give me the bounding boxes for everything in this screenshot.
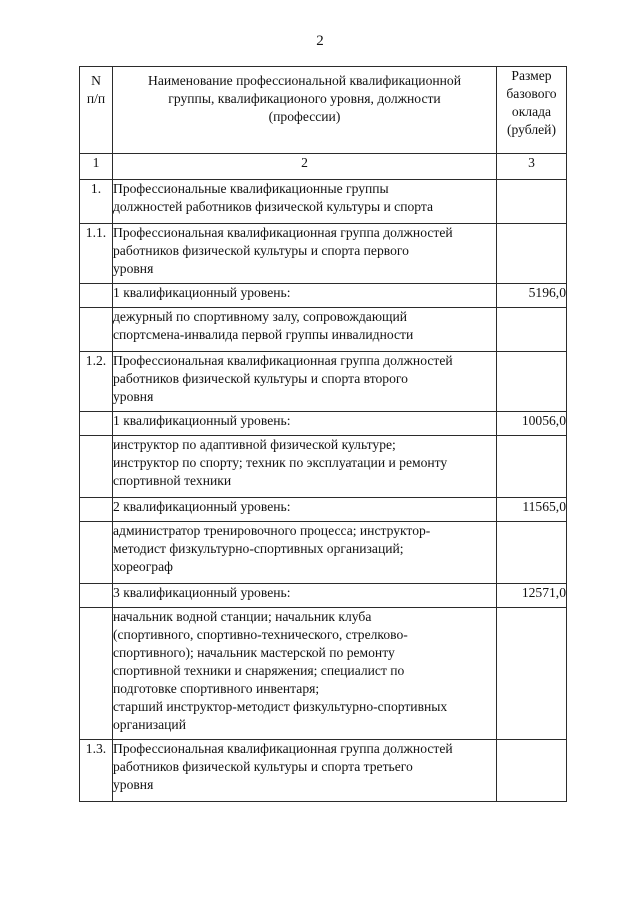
header-salary-cell xyxy=(497,67,567,154)
table-row xyxy=(80,498,567,522)
row-number xyxy=(80,522,113,584)
row-description xyxy=(113,740,497,802)
header-line: (рублей) xyxy=(507,122,556,137)
description-line: работников физической культуры и спорта второго xyxy=(113,371,408,386)
table-row xyxy=(80,284,567,308)
header-line: N xyxy=(91,73,101,88)
description-line: (спортивного, спортивно-технического, стрелково- xyxy=(113,627,408,642)
row-description xyxy=(113,412,497,436)
table-row xyxy=(80,180,567,224)
description-line: уровня xyxy=(113,777,154,792)
column-number: 2 xyxy=(113,154,497,180)
row-number xyxy=(80,608,113,740)
description-line: начальник водной станции; начальник клуба xyxy=(113,609,372,624)
description-line: работников физической культуры и спорта третьего xyxy=(113,759,413,774)
description-line: уровня xyxy=(113,389,154,404)
table-row xyxy=(80,584,567,608)
row-salary xyxy=(497,352,567,412)
description-line: подготовке спортивного инвентаря; xyxy=(113,681,320,696)
row-number: 1.1. xyxy=(80,224,113,284)
column-numbers-row xyxy=(80,154,567,180)
table-body xyxy=(80,180,567,802)
description-line: 1 квалификационный уровень: xyxy=(113,413,291,428)
description-line: спортсмена-инвалида первой группы инвалидности xyxy=(113,327,414,342)
row-salary: 12571,0 xyxy=(497,584,567,608)
table-row xyxy=(80,352,567,412)
row-description xyxy=(113,608,497,740)
table-row xyxy=(80,308,567,352)
row-number xyxy=(80,308,113,352)
row-salary: 11565,0 xyxy=(497,498,567,522)
header-line: (профессии) xyxy=(268,109,341,124)
row-salary xyxy=(497,224,567,284)
row-description xyxy=(113,180,497,224)
description-line: методист физкультурно-спортивных организаций; xyxy=(113,541,404,556)
description-line: уровня xyxy=(113,261,154,276)
description-line: инструктор по адаптивной физической культуре; xyxy=(113,437,396,452)
description-line: спортивного); начальник мастерской по ремонту xyxy=(113,645,395,660)
header-line: базового xyxy=(506,86,557,101)
table-row xyxy=(80,412,567,436)
description-line: Профессиональные квалификационные группы xyxy=(113,181,389,196)
row-number xyxy=(80,436,113,498)
description-line: спортивной техники и снаряжения; специалист по xyxy=(113,663,405,678)
row-salary: 10056,0 xyxy=(497,412,567,436)
row-description xyxy=(113,224,497,284)
table-row xyxy=(80,740,567,802)
header-name-cell xyxy=(113,67,497,154)
row-salary xyxy=(497,608,567,740)
description-line: Профессиональная квалификационная группа должностей xyxy=(113,353,453,368)
row-salary xyxy=(497,436,567,498)
row-salary xyxy=(497,740,567,802)
column-number: 3 xyxy=(497,154,567,180)
row-salary xyxy=(497,180,567,224)
column-number: 1 xyxy=(80,154,113,180)
description-line: дежурный по спортивному залу, сопровождающий xyxy=(113,309,407,324)
row-number xyxy=(80,412,113,436)
row-description xyxy=(113,584,497,608)
row-description xyxy=(113,498,497,522)
description-line: Профессиональная квалификационная группа должностей xyxy=(113,741,453,756)
header-line: Наименование профессиональной квалификационной xyxy=(148,73,461,88)
table-row xyxy=(80,608,567,740)
header-line: Размер xyxy=(511,68,552,83)
header-line: группы, квалификационого уровня, должности xyxy=(168,91,441,106)
header-number-cell xyxy=(80,67,113,154)
row-number xyxy=(80,284,113,308)
table-header-row xyxy=(80,67,567,154)
description-line: Профессиональная квалификационная группа должностей xyxy=(113,225,453,240)
table-row xyxy=(80,224,567,284)
row-number: 1.2. xyxy=(80,352,113,412)
header-line: оклада xyxy=(511,104,552,119)
row-number xyxy=(80,498,113,522)
row-description xyxy=(113,284,497,308)
description-line: администратор тренировочного процесса; инструктор- xyxy=(113,523,431,538)
row-number: 1. xyxy=(80,180,113,224)
row-salary xyxy=(497,308,567,352)
row-salary: 5196,0 xyxy=(497,284,567,308)
page-number: 2 xyxy=(316,33,324,49)
table-row xyxy=(80,436,567,498)
row-salary xyxy=(497,522,567,584)
row-description xyxy=(113,436,497,498)
row-description xyxy=(113,522,497,584)
description-line: организаций xyxy=(113,717,186,732)
description-line: работников физической культуры и спорта первого xyxy=(113,243,409,258)
header-line: п/п xyxy=(86,91,106,106)
row-description xyxy=(113,308,497,352)
description-line: 2 квалификационный уровень: xyxy=(113,499,291,514)
description-line: 3 квалификационный уровень: xyxy=(113,585,291,600)
description-line: инструктор по спорту; техник по эксплуатации и ремонту xyxy=(113,455,448,470)
description-line: спортивной техники xyxy=(113,473,232,488)
table-row xyxy=(80,522,567,584)
row-number xyxy=(80,584,113,608)
row-description xyxy=(113,352,497,412)
description-line: старший инструктор-методист физкультурно-спортивных xyxy=(113,699,448,714)
row-number: 1.3. xyxy=(80,740,113,802)
description-line: должностей работников физической культуры и спорта xyxy=(113,199,434,214)
description-line: хореограф xyxy=(113,559,173,574)
salary-table xyxy=(79,66,567,802)
description-line: 1 квалификационный уровень: xyxy=(113,285,291,300)
